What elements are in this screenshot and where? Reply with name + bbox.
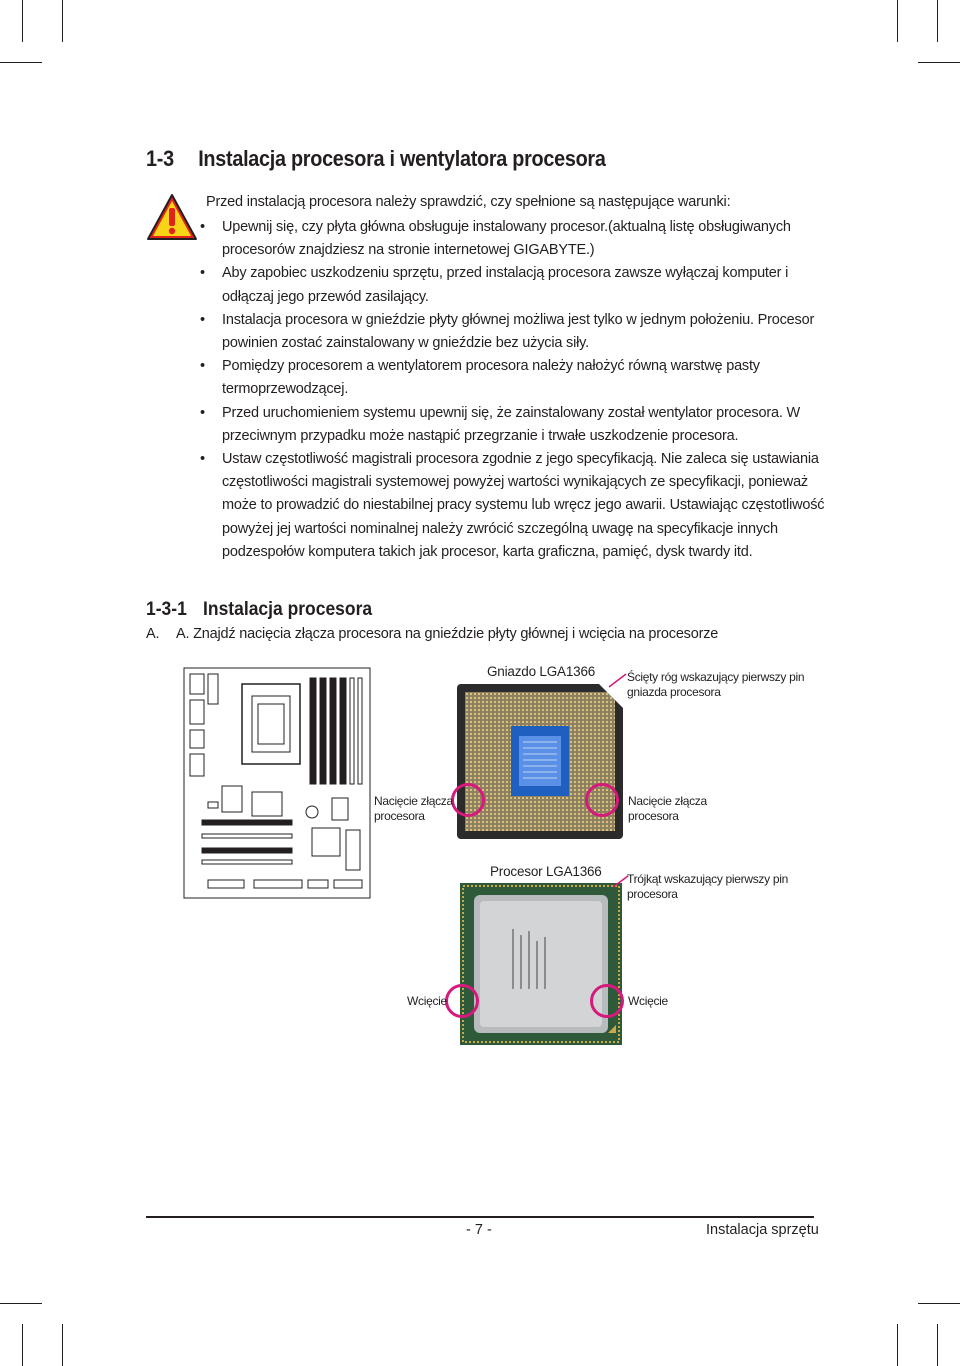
bullet: • [200,311,205,328]
page-number: - 7 - [466,1222,492,1238]
crop-mark [62,0,63,42]
pointer-arrow [606,672,628,690]
bullet: • [200,451,205,468]
bullet: • [200,219,205,235]
crop-mark [918,1303,960,1304]
corner-label-line: gniazda procesora [627,685,721,699]
bullet: • [200,358,205,375]
crop-mark [0,62,42,63]
crop-mark [22,0,23,42]
footer-title: Instalacja sprzętu [706,1222,819,1238]
cpu-label: Procesor LGA1366 [490,864,602,879]
crop-mark [22,1324,23,1366]
cpu-indent-left-highlight [445,984,479,1018]
subsection-title [146,599,372,621]
triangle-label-line: Trójkąt wskazujący pierwszy pin [627,872,788,886]
notch-right-label [628,794,707,824]
requirements-list [196,216,836,564]
corner-label [627,670,804,700]
list-item-text: Upewnij się, czy płyta główna obsługuje instalowany procesor.(aktualną listę obsługiwanych procesorów znajdziesz na stronie internetowej GIGABYTE.) [222,219,791,259]
section-title [146,146,606,172]
list-item [196,355,836,401]
notch-left-label [374,794,453,824]
list-item [196,402,836,448]
warning-icon [146,193,198,241]
cpu-indent-right-highlight [590,984,624,1018]
step-a [146,626,718,642]
footer-rule [146,1216,814,1218]
notch-right-line: procesora [628,809,679,823]
notch-right-line: Nacięcie złącza [628,794,707,808]
step-label: A. [146,626,160,642]
indent-left-label: Wcięcie [407,994,447,1008]
list-item-text: Aby zapobiec uszkodzeniu sprzętu, przed instalacją procesora zawsze wyłączaj komputer i odłączaj jego przewód zasilający. [222,265,789,305]
list-item [196,448,836,564]
list-item-text: Ustaw częstotliwość magistrali procesora zgodnie z jego specyfikacją. Nie zaleca się ustawiania częstotliwości magistrali systemowej powyżej wartości wynikających ze specyfikacji, ponieważ może to prowadzić do niestabilnej pracy systemu lub wręcz jego awarii. Ustawiając częstotliwość powyżej jej wartości nominalnej należy zwrócić szczególną uwagę na specyfikacje innych podzespołów komputera takich jak procesor, karta graficzna, pamięć, dysk twardy itd. [222,451,825,560]
subsection-number: 1-3-1 [146,599,187,620]
socket-notch-left-highlight [451,783,485,817]
notch-left-line: Nacięcie złącza [374,794,453,808]
section-number: 1-3 [146,146,174,171]
list-item-text: Instalacja procesora w gnieździe płyty głównej możliwa jest tylko w jednym położeniu. Procesor powinien zostać zainstalowany w gnieździe bez użycia siły. [222,311,815,352]
socket-notch-right-highlight [585,783,619,817]
notch-left-line: procesora [374,809,425,823]
bullet: • [200,265,205,282]
section-title-text: Instalacja procesora i wentylatora procesora [198,146,606,171]
bullet: • [200,404,205,421]
cpu-image [460,883,622,1045]
step-text: A. Znajdź nacięcia złącza procesora na gnieździe płyty głównej i wcięcia na procesorze [176,626,719,642]
indent-right-label: Wcięcie [628,994,668,1008]
crop-mark [897,1324,898,1366]
list-item-text: Pomiędzy procesorem a wentylatorem procesora należy nałożyć równą warstwę pasty termoprzewodzącej. [222,358,760,398]
intro-text: Przed instalacją procesora należy sprawdzić, czy spełnione są następujące warunki: [206,194,731,210]
triangle-label-line: procesora [627,887,678,901]
crop-mark [897,0,898,42]
motherboard-diagram [182,664,374,902]
list-item-text: Przed uruchomieniem systemu upewnij się, że zainstalowany został wentylator procesora. W przeciwnym przypadku może nastąpić przegrzanie i trwałe uszkodzenie procesora. [222,404,800,444]
corner-label-line: Ścięty róg wskazujący pierwszy pin [627,670,805,684]
triangle-label [627,872,788,902]
crop-mark [62,1324,63,1366]
list-item [196,309,836,355]
subsection-title-text: Instalacja procesora [203,599,373,620]
list-item [196,262,836,308]
crop-mark [937,0,938,42]
crop-mark [0,1303,42,1304]
socket-label: Gniazdo LGA1366 [487,664,596,679]
crop-mark [918,62,960,63]
list-item [196,216,836,262]
crop-mark [937,1324,938,1366]
